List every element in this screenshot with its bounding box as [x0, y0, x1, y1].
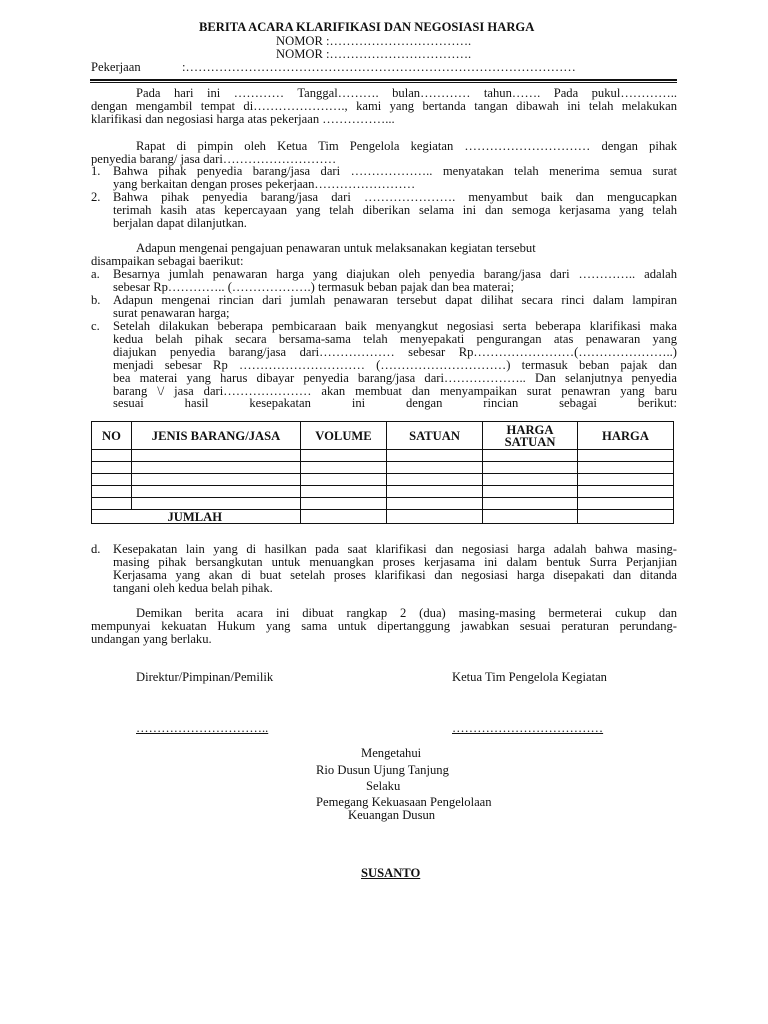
list-item-2-line-2: terimah kasih atas kepercayaan yang telah diberikan selama ini dan semoga kerjasama yang telah: [113, 203, 677, 217]
list-item-1-line-1: Bahwa pihak penyedia barang/jasa dari ……………….. menyatakan telah menerima semua surat: [113, 164, 677, 178]
header-rule-thin: [90, 82, 677, 83]
list-item-2-line-3: berjalan dapat dilanjutkan.: [113, 216, 247, 230]
table-cell[interactable]: [578, 450, 674, 462]
table-cell[interactable]: [132, 450, 301, 462]
list-item-d-line-2: masing pihak bersangkutan untuk menuangkan proses kerjasama ini dalam bentuk Surra Perjanjian: [113, 555, 677, 569]
table-cell[interactable]: [483, 450, 578, 462]
table-cell[interactable]: [483, 462, 578, 474]
list-item-d-line-4: tangani oleh kedua belah pihak.: [113, 581, 273, 595]
table-cell[interactable]: [387, 510, 483, 524]
table-cell[interactable]: [92, 474, 132, 486]
document-title: BERITA ACARA KLARIFIKASI DAN NEGOSIASI HARGA: [199, 20, 535, 34]
list-marker-b: b.: [91, 293, 101, 307]
table-cell[interactable]: [132, 486, 301, 498]
col-header-jenis-barang: JENIS BARANG/JASA: [132, 422, 301, 450]
list-item-c-line-7: sesuai hasil kesepakatan ini dengan rincian sebagai berikut:: [113, 396, 677, 410]
total-value-cell[interactable]: [578, 510, 674, 524]
pekerjaan-value: :…………………………………………………………………………………: [182, 60, 576, 74]
list-item-c-line-1: Setelah dilakukan beberapa pembicaraan baik menyangkut negosiasi serta beberapa klarifikasi maka: [113, 319, 677, 333]
list-marker-c: c.: [91, 319, 100, 333]
list-item-2-line-1: Bahwa pihak penyedia barang/jasa dari …………………. menyambut baik dan mengucapkan: [113, 190, 677, 204]
table-row: [92, 474, 674, 486]
mengetahui-line-1: Mengetahui: [361, 746, 422, 760]
closing-line-3: undangan yang berlaku.: [91, 632, 212, 646]
col-header-no: NO: [92, 422, 132, 450]
list-item-a-line-1: Besarnya jumlah penawaran harga yang diajukan oleh penyedia barang/jasa dari ………….. adalah: [113, 267, 677, 281]
list-marker-2: 2.: [91, 190, 101, 204]
table-cell: [92, 510, 132, 524]
paragraph-1-line-1: Pada hari ini ………… Tanggal………. bulan………… tahun……. Pada pukul…………..: [136, 86, 677, 100]
paragraph-3-line-2: disampaikan sebagai baerikut:: [91, 254, 244, 268]
list-item-b-line-1: Adapun mengenai rincian dari jumlah penawaran tersebut dapat dilihat secara rinci dalam lampiran: [113, 293, 677, 307]
table-cell[interactable]: [301, 486, 387, 498]
paragraph-3-line-1: Adapun mengenai pengajuan penawaran untuk melaksanakan kegiatan tersebut: [136, 241, 536, 255]
col-header-harga: HARGA: [578, 422, 674, 450]
signatory-name: SUSANTO: [361, 866, 421, 880]
table-row: [92, 462, 674, 474]
signatory-right-title: Ketua Tim Pengelola Kegiatan: [452, 670, 607, 684]
table-cell[interactable]: [483, 474, 578, 486]
table-cell[interactable]: [387, 498, 483, 510]
table-cell[interactable]: [578, 462, 674, 474]
table-cell[interactable]: [132, 498, 301, 510]
total-label: JUMLAH: [132, 510, 301, 524]
list-item-c-line-3: diajukan penyedia barang/jasa dari……………… sebesar Rp……………………(…………………..): [113, 345, 677, 359]
col-header-harga-satuan-line-1: HARGA: [506, 422, 554, 437]
paragraph-2-line-2: penyedia barang/ jasa dari………………………: [91, 152, 337, 166]
list-marker-d: d.: [91, 542, 101, 556]
table-cell[interactable]: [301, 450, 387, 462]
col-header-volume: VOLUME: [301, 422, 387, 450]
price-table: [91, 421, 674, 524]
table-cell[interactable]: [92, 450, 132, 462]
list-item-1-line-2: yang berkaitan dengan proses pekerjaan……………………: [113, 177, 416, 191]
table-row: [92, 498, 674, 510]
header-rule: [90, 79, 677, 81]
list-item-c-line-5: bea materai yang harus dibayar penyedia barang/jasa dari……………….. Dan selanjutnya penyedia: [113, 371, 677, 385]
mengetahui-line-4: Pemegang Kekuasaan Pengelolaan: [316, 795, 492, 809]
table-header-row: [92, 422, 674, 450]
signatory-left-title: Direktur/Pimpinan/Pemilik: [136, 670, 274, 684]
table-cell[interactable]: [132, 462, 301, 474]
mengetahui-line-2: Rio Dusun Ujung Tanjung: [316, 763, 449, 777]
list-item-d-line-1: Kesepakatan lain yang di hasilkan pada saat klarifikasi dan negosiasi harga adalah bahwa masing-: [113, 542, 677, 556]
table-cell[interactable]: [387, 474, 483, 486]
table-cell[interactable]: [483, 486, 578, 498]
table-cell[interactable]: [92, 498, 132, 510]
list-item-c-line-4: menjadi sebesar Rp ………………………… (…………………………) termasuk beban pajak dan: [113, 358, 677, 372]
list-item-c-line-2: kedua belah pihak secara bersama-sama telah menyepakati pengurangan atas penawaran yang: [113, 332, 677, 346]
list-item-b-line-2: surat penawaran harga;: [113, 306, 230, 320]
nomor-line-1: NOMOR :…………………………….: [276, 34, 472, 48]
col-header-harga-satuan: [483, 422, 578, 450]
paragraph-2-line-1: Rapat di pimpin oleh Ketua Tim Pengelola kegiatan ………………………… dengan pihak: [136, 139, 677, 153]
mengetahui-line-3: Selaku: [366, 779, 401, 793]
table-cell[interactable]: [92, 462, 132, 474]
signature-line-right: ………………………………: [452, 721, 604, 735]
table-cell[interactable]: [578, 486, 674, 498]
paragraph-1-line-2: dengan mengambil tempat di…………………., kami yang bertanda tangan dibawah ini telah melakukan: [91, 99, 677, 113]
table-cell[interactable]: [483, 510, 578, 524]
table-cell[interactable]: [301, 474, 387, 486]
table-row: [92, 450, 674, 462]
closing-line-1: Demikan berita acara ini dibuat rangkap 2 (dua) masing-masing bermeterai cukup dan: [136, 606, 677, 620]
list-item-a-line-2: sebesar Rp………….. (……………….) termasuk beban pajak dan bea materai;: [113, 280, 515, 294]
table-cell[interactable]: [92, 486, 132, 498]
table-cell[interactable]: [301, 462, 387, 474]
table-cell[interactable]: [578, 498, 674, 510]
table-cell[interactable]: [387, 486, 483, 498]
table-cell[interactable]: [132, 474, 301, 486]
table-cell[interactable]: [387, 462, 483, 474]
table-cell[interactable]: [578, 474, 674, 486]
pekerjaan-label: Pekerjaan: [91, 60, 141, 74]
paragraph-1-line-3: klarifikasi dan negosiasi harga atas pekerjaan ……………...: [91, 112, 395, 126]
table-cell[interactable]: [301, 510, 387, 524]
list-item-c-line-6: barang \/ jasa dari………………… akan membuat dan menyampaikan surat penawran yang baru: [113, 384, 677, 398]
col-header-harga-satuan-line-2: SATUAN: [504, 434, 556, 449]
table-total-row: [92, 510, 674, 524]
list-item-d-line-3: Kerjasama yang akan di buat setelah proses klarifikasi dan negosiasi harga disepakati dan ditanda: [113, 568, 677, 582]
mengetahui-line-5: Keuangan Dusun: [348, 808, 436, 822]
table-cell[interactable]: [387, 450, 483, 462]
signature-line-left: …………………………..: [136, 721, 269, 735]
table-cell[interactable]: [483, 498, 578, 510]
table-row: [92, 486, 674, 498]
nomor-line-2: NOMOR :…………………………….: [276, 47, 472, 61]
table-cell[interactable]: [301, 498, 387, 510]
list-marker-a: a.: [91, 267, 100, 281]
closing-line-2: mempunyai kekuatan Hukum yang sama untuk dipertanggung jawabkan sesuai peraturan perundang-: [91, 619, 677, 633]
col-header-satuan: SATUAN: [387, 422, 483, 450]
list-marker-1: 1.: [91, 164, 101, 178]
